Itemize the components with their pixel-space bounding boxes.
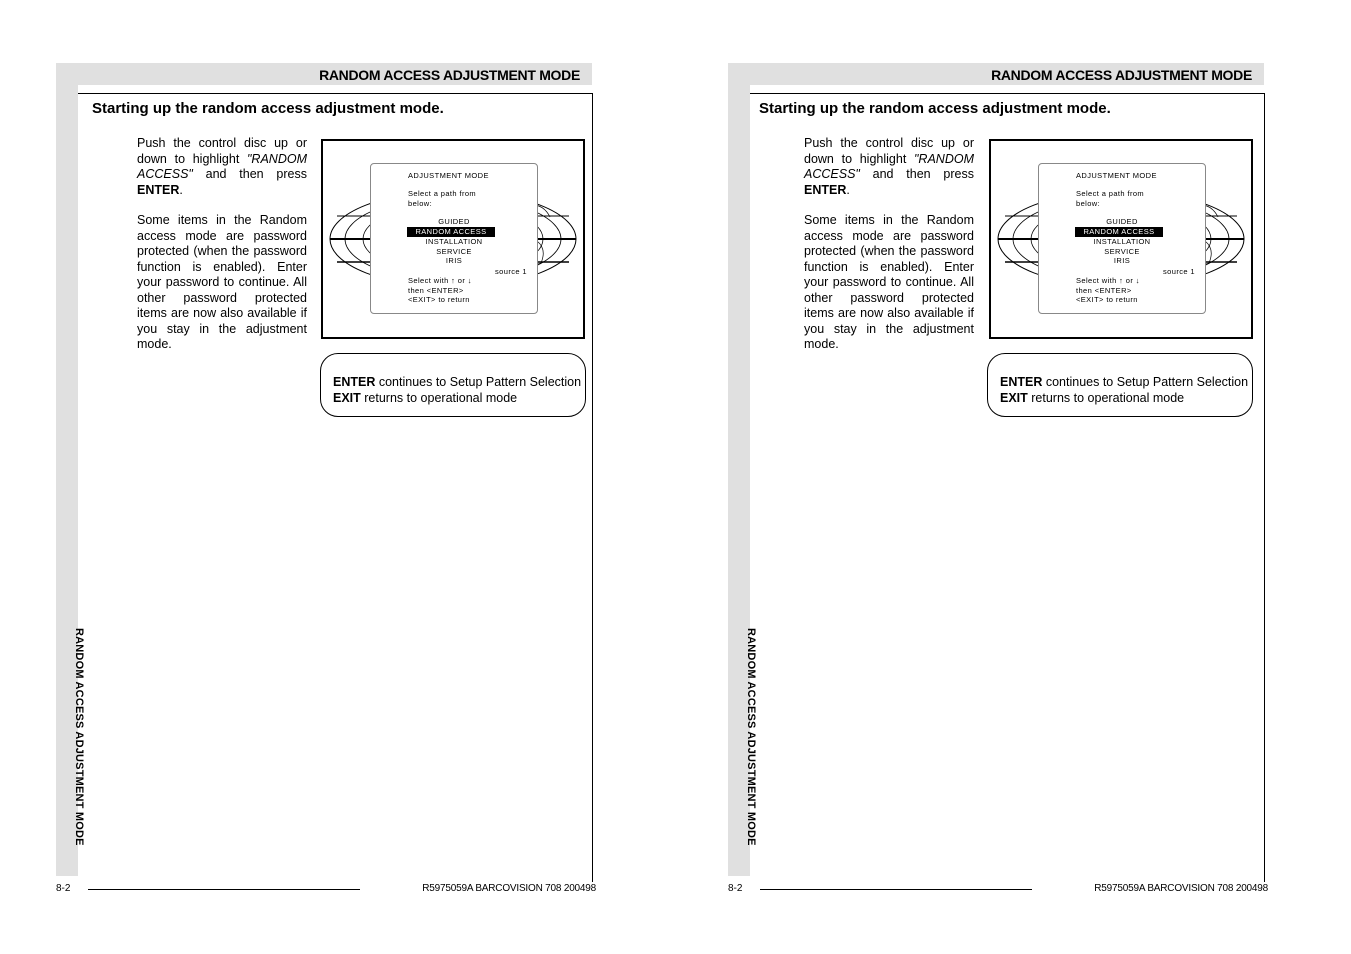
body-text: [137, 136, 307, 368]
osd-item-service[interactable]: SERVICE: [1104, 247, 1140, 256]
osd-item-iris[interactable]: IRIS: [445, 256, 463, 265]
osd-item-installation[interactable]: INSTALLATION: [425, 237, 483, 246]
page-header-title: RANDOM ACCESS ADJUSTMENT MODE: [319, 67, 580, 83]
osd-nav-line-1: Select with ↑ or ↓: [1076, 276, 1140, 285]
osd-item-service[interactable]: SERVICE: [436, 247, 472, 256]
osd-adjustment-menu: [370, 163, 538, 314]
osd-prompt: Select a path from below:: [1076, 189, 1145, 208]
osd-nav-help: [408, 276, 472, 305]
osd-screen-illustration: [321, 139, 585, 339]
section-heading: Starting up the random access adjustment mode.: [92, 100, 444, 117]
osd-item-guided[interactable]: GUIDED: [438, 217, 470, 226]
enter-info-line: [333, 375, 581, 389]
exit-key-label: EXIT: [1000, 391, 1028, 405]
osd-nav-line-2: then <ENTER>: [1076, 285, 1132, 295]
key-info-box: [987, 353, 1253, 417]
frame-right-rule: [592, 93, 593, 882]
footer-rule: [88, 889, 360, 890]
p1-text-a: Push the control disc up or down to highlight: [804, 136, 974, 166]
p1-italic: "RANDOM ACCESS": [137, 151, 307, 181]
document-reference: R5975059A BARCOVISION 708 200498: [422, 883, 596, 894]
page-header-title: RANDOM ACCESS ADJUSTMENT MODE: [991, 67, 1252, 83]
enter-info-line: [1000, 375, 1248, 389]
paragraph-1: [804, 136, 974, 198]
osd-nav-line-3: <EXIT> to return: [408, 295, 470, 304]
exit-info-line: [1000, 391, 1184, 405]
manual-page-right: [728, 0, 1288, 954]
osd-screen-illustration: [989, 139, 1253, 339]
key-info-box: [320, 353, 586, 417]
p1-text-a: Push the control disc up or down to highlight: [137, 136, 307, 166]
manual-page-left: [56, 0, 616, 954]
side-tab-label: RANDOM ACCESS ADJUSTMENT MODE: [73, 628, 85, 846]
p1-text-b: and then press: [192, 167, 307, 181]
section-heading: Starting up the random access adjustment mode.: [759, 100, 1111, 117]
p1-bold: ENTER: [804, 182, 847, 197]
header-bar: [78, 63, 592, 85]
osd-item-guided[interactable]: GUIDED: [1106, 217, 1138, 226]
enter-key-text: continues to Setup Pattern Selection: [375, 375, 582, 389]
header-bar: [750, 63, 1264, 85]
enter-key-text: continues to Setup Pattern Selection: [1042, 375, 1249, 389]
exit-key-text: returns to operational mode: [1027, 391, 1185, 405]
p1-italic: "RANDOM ACCESS": [804, 151, 974, 181]
page-number: 8-2: [56, 883, 71, 894]
osd-nav-help: [1076, 276, 1140, 305]
osd-nav-line-1: Select with ↑ or ↓: [408, 276, 472, 285]
exit-key-label: EXIT: [333, 391, 361, 405]
p1-text-c: .: [179, 182, 183, 197]
osd-item-random-access[interactable]: RANDOM ACCESS: [407, 227, 495, 237]
paragraph-2: Some items in the Random access mode are password protected (when the password function is enabled). Enter your password to continue. All other password protected items are now also available if you stay in the adjustment mode.: [804, 213, 974, 351]
osd-title: ADJUSTMENT MODE: [408, 171, 489, 180]
osd-item-installation[interactable]: INSTALLATION: [1093, 237, 1151, 246]
exit-key-text: returns to operational mode: [360, 391, 518, 405]
osd-source: source 1: [1163, 267, 1195, 276]
body-text: [804, 136, 974, 368]
osd-title: ADJUSTMENT MODE: [1076, 171, 1157, 180]
frame-top-rule: [750, 93, 1264, 94]
document-reference: R5975059A BARCOVISION 708 200498: [1094, 883, 1268, 894]
osd-nav-line-2: then <ENTER>: [408, 285, 464, 295]
exit-info-line: [333, 391, 517, 405]
p1-bold: ENTER: [137, 182, 180, 197]
osd-adjustment-menu: [1038, 163, 1206, 314]
osd-item-random-access[interactable]: RANDOM ACCESS: [1075, 227, 1163, 237]
osd-nav-line-3: <EXIT> to return: [1076, 295, 1138, 304]
page-number: 8-2: [728, 883, 743, 894]
osd-prompt: Select a path from below:: [408, 189, 477, 208]
paragraph-1: [137, 136, 307, 198]
footer-rule: [760, 889, 1032, 890]
side-tab-label: RANDOM ACCESS ADJUSTMENT MODE: [745, 628, 757, 846]
enter-key-label: ENTER: [1000, 375, 1043, 389]
p1-text-c: .: [846, 182, 850, 197]
frame-top-rule: [78, 93, 592, 94]
frame-right-rule: [1264, 93, 1265, 882]
osd-item-iris[interactable]: IRIS: [1113, 256, 1131, 265]
enter-key-label: ENTER: [333, 375, 376, 389]
paragraph-2: Some items in the Random access mode are password protected (when the password function is enabled). Enter your password to continue. All other password protected items are now also available if you stay in the adjustment mode.: [137, 213, 307, 351]
p1-text-b: and then press: [859, 167, 974, 181]
osd-source: source 1: [495, 267, 527, 276]
